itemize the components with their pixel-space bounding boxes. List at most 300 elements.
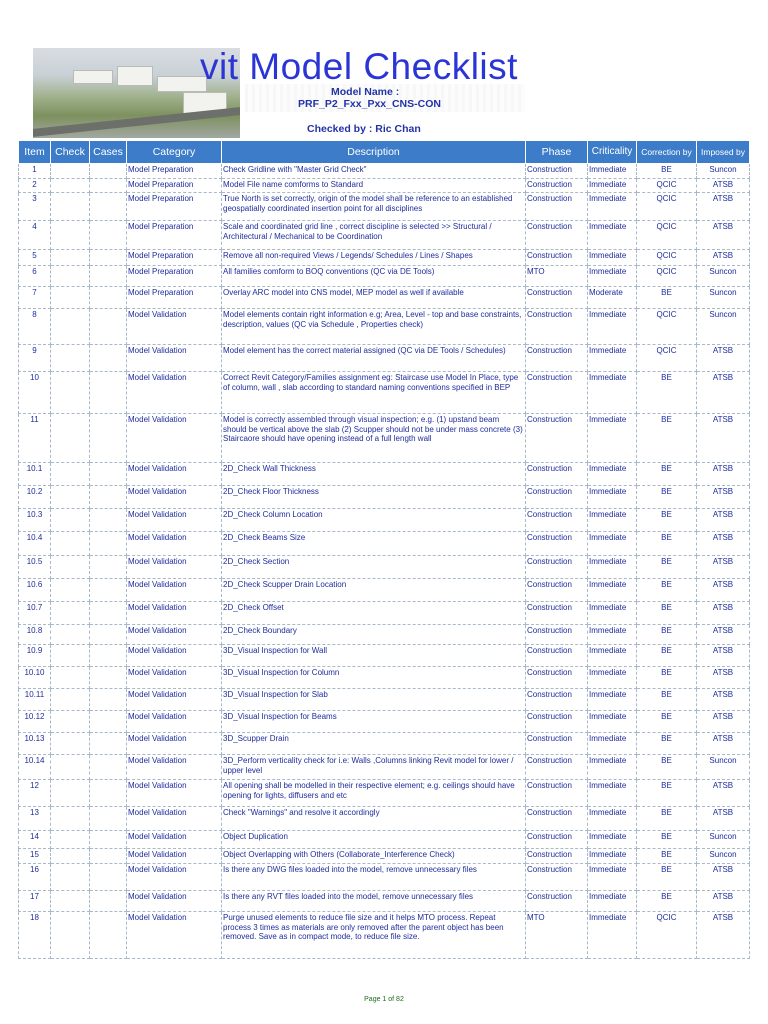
cases-cell[interactable] [90, 193, 127, 221]
check-cell[interactable] [51, 711, 90, 733]
correction-by-cell: BE [637, 891, 697, 912]
item-cell: 10.1 [19, 463, 51, 486]
cases-cell[interactable] [90, 463, 127, 486]
category-cell: Model Validation [127, 689, 222, 711]
description-cell: True North is set correctly, origin of the model shall be reference to an established geospatially coordinated insertion point for all disciplines [222, 193, 526, 221]
check-cell[interactable] [51, 221, 90, 250]
description-cell: 2D_Check Beams Size [222, 532, 526, 556]
correction-by-cell: BE [637, 864, 697, 891]
description-cell: Object Duplication [222, 831, 526, 849]
item-cell: 2 [19, 179, 51, 193]
phase-cell: Construction [526, 532, 588, 556]
phase-cell: Construction [526, 179, 588, 193]
category-cell: Model Validation [127, 579, 222, 602]
imposed-by-cell: Suncon [697, 849, 750, 864]
criticality-cell: Immediate [588, 579, 637, 602]
check-cell[interactable] [51, 179, 90, 193]
criticality-cell: Immediate [588, 912, 637, 959]
phase-cell: Construction [526, 579, 588, 602]
correction-by-cell: QCIC [637, 345, 697, 372]
description-cell: Remove all non-required Views / Legends/ Schedules / Lines / Shapes [222, 250, 526, 266]
checked-by: Checked by : Ric Chan [307, 123, 421, 135]
description-cell: Purge unused elements to reduce file size and it helps MTO process. Repeat process 3 times as materials are only removed after the parent object has been removed. Save as in compact mode, to reduce file size. [222, 912, 526, 959]
table-row [19, 372, 750, 414]
cases-cell[interactable] [90, 780, 127, 807]
criticality-cell: Immediate [588, 463, 637, 486]
correction-by-cell: BE [637, 733, 697, 755]
criticality-cell: Immediate [588, 486, 637, 509]
description-cell: 3D_Scupper Drain [222, 733, 526, 755]
imposed-by-cell: Suncon [697, 831, 750, 849]
phase-cell: Construction [526, 309, 588, 345]
imposed-by-cell: ATSB [697, 250, 750, 266]
imposed-by-cell: ATSB [697, 579, 750, 602]
phase-cell: Construction [526, 250, 588, 266]
criticality-cell: Immediate [588, 689, 637, 711]
category-cell: Model Preparation [127, 266, 222, 287]
correction-by-cell: BE [637, 532, 697, 556]
description-cell: Check "Warnings" and resolve it accordingly [222, 807, 526, 831]
description-cell: Overlay ARC model into CNS model, MEP model as well if available [222, 287, 526, 309]
cases-cell[interactable] [90, 625, 127, 645]
check-cell[interactable] [51, 780, 90, 807]
item-cell: 10.4 [19, 532, 51, 556]
category-cell: Model Validation [127, 780, 222, 807]
item-cell: 9 [19, 345, 51, 372]
correction-by-cell: BE [637, 645, 697, 667]
phase-cell: Construction [526, 556, 588, 579]
description-cell: 2D_Check Offset [222, 602, 526, 625]
check-cell[interactable] [51, 372, 90, 414]
check-cell[interactable] [51, 912, 90, 959]
col-header-correction-by[interactable]: Correction by [637, 141, 697, 164]
cases-cell[interactable] [90, 486, 127, 509]
check-cell[interactable] [51, 345, 90, 372]
imposed-by-cell: ATSB [697, 345, 750, 372]
item-cell: 4 [19, 221, 51, 250]
category-cell: Model Validation [127, 667, 222, 689]
cases-cell[interactable] [90, 179, 127, 193]
description-cell: 2D_Check Column Location [222, 509, 526, 532]
table-header-row [19, 141, 750, 164]
col-header-description[interactable]: Description [222, 141, 526, 164]
imposed-by-cell: Suncon [697, 164, 750, 179]
category-cell: Model Validation [127, 463, 222, 486]
cases-cell[interactable] [90, 602, 127, 625]
check-cell[interactable] [51, 414, 90, 463]
criticality-cell: Immediate [588, 556, 637, 579]
table-row [19, 179, 750, 193]
cases-cell[interactable] [90, 667, 127, 689]
correction-by-cell: QCIC [637, 309, 697, 345]
category-cell: Model Validation [127, 372, 222, 414]
phase-cell: Construction [526, 625, 588, 645]
cases-cell[interactable] [90, 831, 127, 849]
correction-by-cell: BE [637, 625, 697, 645]
description-cell: Model elements contain right information e.g; Area, Level - top and base constraints, description, values (QC via Schedule , Properties check) [222, 309, 526, 345]
table-row [19, 532, 750, 556]
table-row [19, 250, 750, 266]
category-cell: Model Validation [127, 755, 222, 780]
item-cell: 8 [19, 309, 51, 345]
cases-cell[interactable] [90, 645, 127, 667]
imposed-by-cell: ATSB [697, 509, 750, 532]
cases-cell[interactable] [90, 309, 127, 345]
item-cell: 7 [19, 287, 51, 309]
correction-by-cell: BE [637, 164, 697, 179]
phase-cell: Construction [526, 849, 588, 864]
category-cell: Model Validation [127, 309, 222, 345]
check-cell[interactable] [51, 645, 90, 667]
phase-cell: Construction [526, 780, 588, 807]
correction-by-cell: BE [637, 831, 697, 849]
imposed-by-cell: ATSB [697, 532, 750, 556]
criticality-cell: Immediate [588, 780, 637, 807]
col-header-cases[interactable]: Cases [90, 141, 127, 164]
phase-cell: MTO [526, 912, 588, 959]
description-cell: Scale and coordinated grid line , correct discipline is selected >> Structural / Architectural / Mechanical to be Coordination [222, 221, 526, 250]
table-row [19, 755, 750, 780]
phase-cell: Construction [526, 463, 588, 486]
phase-cell: Construction [526, 602, 588, 625]
category-cell: Model Validation [127, 733, 222, 755]
table-row [19, 602, 750, 625]
imposed-by-cell: ATSB [697, 625, 750, 645]
criticality-cell: Moderate [588, 287, 637, 309]
col-header-phase[interactable]: Phase [526, 141, 588, 164]
description-cell: 3D_Visual Inspection for Wall [222, 645, 526, 667]
description-cell: All families comform to BOQ conventions (QC via DE Tools) [222, 266, 526, 287]
check-cell[interactable] [51, 309, 90, 345]
col-header-imposed-by[interactable]: Imposed by [697, 141, 750, 164]
item-cell: 10.7 [19, 602, 51, 625]
table-row [19, 667, 750, 689]
check-cell[interactable] [51, 891, 90, 912]
criticality-cell: Immediate [588, 345, 637, 372]
criticality-cell: Immediate [588, 179, 637, 193]
imposed-by-cell: ATSB [697, 667, 750, 689]
imposed-by-cell: ATSB [697, 556, 750, 579]
phase-cell: Construction [526, 414, 588, 463]
correction-by-cell: BE [637, 556, 697, 579]
phase-cell: Construction [526, 667, 588, 689]
description-cell: Object Overlapping with Others (Collaborate_Interference Check) [222, 849, 526, 864]
item-cell: 18 [19, 912, 51, 959]
criticality-cell: Immediate [588, 711, 637, 733]
check-cell[interactable] [51, 755, 90, 780]
imposed-by-cell: ATSB [697, 414, 750, 463]
col-header-criticality[interactable]: Criticality [588, 141, 637, 164]
criticality-cell: Immediate [588, 755, 637, 780]
criticality-cell: Immediate [588, 891, 637, 912]
description-cell: 3D_Visual Inspection for Beams [222, 711, 526, 733]
category-cell: Model Preparation [127, 179, 222, 193]
criticality-cell: Immediate [588, 193, 637, 221]
category-cell: Model Validation [127, 864, 222, 891]
correction-by-cell: BE [637, 807, 697, 831]
item-cell: 10.9 [19, 645, 51, 667]
cases-cell[interactable] [90, 711, 127, 733]
category-cell: Model Validation [127, 849, 222, 864]
check-cell[interactable] [51, 509, 90, 532]
imposed-by-cell: ATSB [697, 372, 750, 414]
category-cell: Model Validation [127, 486, 222, 509]
correction-by-cell: BE [637, 414, 697, 463]
check-cell[interactable] [51, 831, 90, 849]
cases-cell[interactable] [90, 579, 127, 602]
category-cell: Model Preparation [127, 250, 222, 266]
correction-by-cell: BE [637, 711, 697, 733]
cases-cell[interactable] [90, 372, 127, 414]
item-cell: 10.5 [19, 556, 51, 579]
correction-by-cell: BE [637, 579, 697, 602]
category-cell: Model Validation [127, 711, 222, 733]
item-cell: 10.14 [19, 755, 51, 780]
cases-cell[interactable] [90, 221, 127, 250]
item-cell: 15 [19, 849, 51, 864]
table-row [19, 345, 750, 372]
description-cell: Check Gridline with "Master Grid Check" [222, 164, 526, 179]
check-cell[interactable] [51, 864, 90, 891]
check-cell[interactable] [51, 733, 90, 755]
item-cell: 10.2 [19, 486, 51, 509]
item-cell: 10 [19, 372, 51, 414]
description-cell: All opening shall be modelled in their respective element; e.g. ceilings should have opening for lights, diffusers and etc [222, 780, 526, 807]
category-cell: Model Validation [127, 532, 222, 556]
table-row [19, 579, 750, 602]
criticality-cell: Immediate [588, 645, 637, 667]
category-cell: Model Validation [127, 891, 222, 912]
phase-cell: Construction [526, 509, 588, 532]
check-cell[interactable] [51, 556, 90, 579]
table-row [19, 463, 750, 486]
cases-cell[interactable] [90, 345, 127, 372]
phase-cell: Construction [526, 193, 588, 221]
table-row [19, 645, 750, 667]
table-row [19, 831, 750, 849]
correction-by-cell: BE [637, 486, 697, 509]
item-cell: 13 [19, 807, 51, 831]
item-cell: 16 [19, 864, 51, 891]
col-header-category[interactable]: Category [127, 141, 222, 164]
imposed-by-cell: ATSB [697, 179, 750, 193]
item-cell: 10.3 [19, 509, 51, 532]
correction-by-cell: QCIC [637, 250, 697, 266]
correction-by-cell: BE [637, 667, 697, 689]
correction-by-cell: QCIC [637, 179, 697, 193]
item-cell: 10.13 [19, 733, 51, 755]
correction-by-cell: BE [637, 509, 697, 532]
item-cell: 10.6 [19, 579, 51, 602]
item-cell: 1 [19, 164, 51, 179]
category-cell: Model Validation [127, 625, 222, 645]
criticality-cell: Immediate [588, 602, 637, 625]
phase-cell: MTO [526, 266, 588, 287]
table-row [19, 414, 750, 463]
criticality-cell: Immediate [588, 864, 637, 891]
phase-cell: Construction [526, 755, 588, 780]
table-row [19, 912, 750, 959]
check-cell[interactable] [51, 287, 90, 309]
table-row [19, 849, 750, 864]
phase-cell: Construction [526, 689, 588, 711]
criticality-cell: Immediate [588, 807, 637, 831]
cases-cell[interactable] [90, 891, 127, 912]
item-cell: 11 [19, 414, 51, 463]
imposed-by-cell: ATSB [697, 891, 750, 912]
table-row [19, 486, 750, 509]
phase-cell: Construction [526, 733, 588, 755]
category-cell: Model Validation [127, 645, 222, 667]
imposed-by-cell: Suncon [697, 287, 750, 309]
imposed-by-cell: ATSB [697, 780, 750, 807]
check-cell[interactable] [51, 667, 90, 689]
phase-cell: Construction [526, 164, 588, 179]
description-cell: 2D_Check Floor Thickness [222, 486, 526, 509]
criticality-cell: Immediate [588, 831, 637, 849]
imposed-by-cell: Suncon [697, 755, 750, 780]
correction-by-cell: BE [637, 463, 697, 486]
imposed-by-cell: ATSB [697, 733, 750, 755]
correction-by-cell: QCIC [637, 193, 697, 221]
item-cell: 14 [19, 831, 51, 849]
check-cell[interactable] [51, 250, 90, 266]
item-cell: 6 [19, 266, 51, 287]
check-cell[interactable] [51, 807, 90, 831]
category-cell: Model Preparation [127, 193, 222, 221]
category-cell: Model Validation [127, 912, 222, 959]
description-cell: 2D_Check Section [222, 556, 526, 579]
cases-cell[interactable] [90, 864, 127, 891]
table-row [19, 625, 750, 645]
item-cell: 10.12 [19, 711, 51, 733]
phase-cell: Construction [526, 807, 588, 831]
cases-cell[interactable] [90, 556, 127, 579]
table-row [19, 864, 750, 891]
correction-by-cell: BE [637, 602, 697, 625]
correction-by-cell: QCIC [637, 912, 697, 959]
description-cell: 3D_Perform verticality check for i.e: Walls ,Columns linking Revit model for lower / upper level [222, 755, 526, 780]
item-cell: 10.11 [19, 689, 51, 711]
cases-cell[interactable] [90, 733, 127, 755]
category-cell: Model Validation [127, 345, 222, 372]
description-cell: 3D_Visual Inspection for Slab [222, 689, 526, 711]
criticality-cell: Immediate [588, 309, 637, 345]
category-cell: Model Validation [127, 831, 222, 849]
imposed-by-cell: ATSB [697, 689, 750, 711]
check-cell[interactable] [51, 849, 90, 864]
imposed-by-cell: ATSB [697, 602, 750, 625]
item-cell: 3 [19, 193, 51, 221]
imposed-by-cell: ATSB [697, 221, 750, 250]
criticality-cell: Immediate [588, 164, 637, 179]
col-header-check[interactable]: Check [51, 141, 90, 164]
cases-cell[interactable] [90, 414, 127, 463]
imposed-by-cell: Suncon [697, 309, 750, 345]
imposed-by-cell: ATSB [697, 645, 750, 667]
phase-cell: Construction [526, 645, 588, 667]
table-row [19, 689, 750, 711]
description-cell: Is there any RVT files loaded into the model, remove unnecessary files [222, 891, 526, 912]
check-cell[interactable] [51, 486, 90, 509]
table-row [19, 556, 750, 579]
col-header-item[interactable]: Item [19, 141, 51, 164]
check-cell[interactable] [51, 463, 90, 486]
checklist-table [18, 140, 750, 959]
description-cell: 2D_Check Wall Thickness [222, 463, 526, 486]
correction-by-cell: BE [637, 849, 697, 864]
correction-by-cell: BE [637, 287, 697, 309]
check-cell[interactable] [51, 602, 90, 625]
criticality-cell: Immediate [588, 509, 637, 532]
table-row [19, 780, 750, 807]
cases-cell[interactable] [90, 849, 127, 864]
description-cell: 3D_Visual Inspection for Column [222, 667, 526, 689]
description-cell: Correct Revit Category/Families assignment eg: Staircase use Model In Place, type of column, wall , slab according to standard naming conventions specified in BEP [222, 372, 526, 414]
criticality-cell: Immediate [588, 221, 637, 250]
phase-cell: Construction [526, 891, 588, 912]
cases-cell[interactable] [90, 912, 127, 959]
category-cell: Model Preparation [127, 164, 222, 179]
phase-cell: Construction [526, 287, 588, 309]
check-cell[interactable] [51, 266, 90, 287]
cases-cell[interactable] [90, 755, 127, 780]
table-row [19, 509, 750, 532]
criticality-cell: Immediate [588, 414, 637, 463]
description-cell: Model element has the correct material assigned (QC via DE Tools / Schedules) [222, 345, 526, 372]
correction-by-cell: BE [637, 780, 697, 807]
imposed-by-cell: ATSB [697, 912, 750, 959]
item-cell: 12 [19, 780, 51, 807]
cases-cell[interactable] [90, 287, 127, 309]
phase-cell: Construction [526, 711, 588, 733]
model-name-label: Model Name : [331, 86, 400, 98]
description-cell: Model is correctly assembled through visual inspection; e.g. (1) upstand beam should be vertical above the slab (2) Scupper should not be under mass concrete (3) Staircaore should have opening instead of a full length wall [222, 414, 526, 463]
cases-cell[interactable] [90, 509, 127, 532]
table-row [19, 309, 750, 345]
check-cell[interactable] [51, 164, 90, 179]
cases-cell[interactable] [90, 807, 127, 831]
check-cell[interactable] [51, 193, 90, 221]
cases-cell[interactable] [90, 266, 127, 287]
criticality-cell: Immediate [588, 733, 637, 755]
cases-cell[interactable] [90, 689, 127, 711]
cases-cell[interactable] [90, 164, 127, 179]
table-row [19, 266, 750, 287]
criticality-cell: Immediate [588, 372, 637, 414]
imposed-by-cell: Suncon [697, 266, 750, 287]
check-cell[interactable] [51, 625, 90, 645]
cases-cell[interactable] [90, 532, 127, 556]
description-cell: Model File name comforms to Standard [222, 179, 526, 193]
cases-cell[interactable] [90, 250, 127, 266]
table-row [19, 164, 750, 179]
check-cell[interactable] [51, 689, 90, 711]
criticality-cell: Immediate [588, 849, 637, 864]
table-row [19, 221, 750, 250]
check-cell[interactable] [51, 532, 90, 556]
category-cell: Model Preparation [127, 287, 222, 309]
phase-cell: Construction [526, 831, 588, 849]
model-name-value: PRF_P2_Fxx_Pxx_CNS-CON [298, 98, 441, 110]
phase-cell: Construction [526, 864, 588, 891]
description-cell: Is there any DWG files loaded into the model, remove unnecessary files [222, 864, 526, 891]
item-cell: 17 [19, 891, 51, 912]
correction-by-cell: QCIC [637, 221, 697, 250]
item-cell: 10.10 [19, 667, 51, 689]
criticality-cell: Immediate [588, 250, 637, 266]
check-cell[interactable] [51, 579, 90, 602]
